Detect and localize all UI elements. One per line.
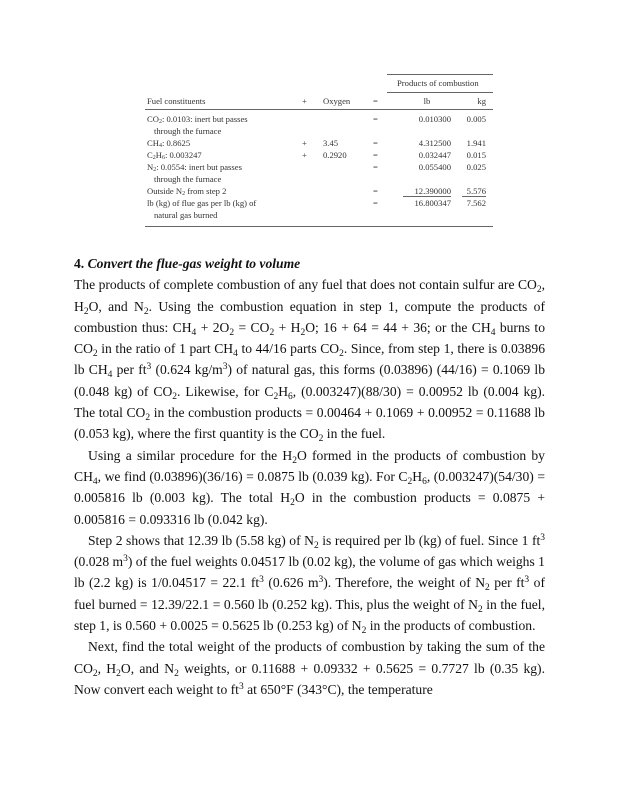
table-bottom-rule (145, 226, 493, 227)
table-row-label: $CH_4$: 0.8625 (147, 138, 191, 149)
table-row-label: $N_2$: 0.0554: inert but passes (147, 162, 242, 173)
header-plus: + (302, 96, 307, 106)
table-row-label-cont: through the furnace (154, 174, 222, 184)
header-lb: lb (423, 96, 431, 106)
header-oxygen: Oxygen (323, 96, 351, 106)
table-row-label: $C_2H_6$: 0.003247 (147, 150, 202, 161)
group-rule (387, 92, 493, 93)
table-row-label-cont: through the furnace (154, 126, 222, 136)
table-cell-kg: 0.015 (466, 150, 486, 160)
header-fuel: Fuel constituents (147, 96, 206, 106)
table-cell-eq: = (373, 138, 378, 148)
table-cell-plus: + (302, 138, 307, 148)
header-eq: = (373, 96, 378, 106)
paragraph-3: Step 2 shows that 12.39 lb (5.58 kg) of $N_2$ is required per lb (kg) of fuel. Since 1 $ft^3$ (0.028 $m^3$) of the fuel weights 0.04517 lb (0.02 kg), the volume of gas which weighs 1 lb (2.2 kg) is 1/0.04517 = 22.1 $ft^3$ (0.626 $m^3$). Therefore, the weight of $N_2$ per $ft^3$ of fuel burned = 12.39/22.1 = 0.560 lb (0.252 kg). This, plus the weight of $N_2$ in the fuel, step 1, is 0.560 + 0.0025 = 0.5625 lb (0.253 kg) of $N_2$ in the products of combustion. (74, 532, 545, 637)
body-text (74, 253, 545, 700)
table-cell-kg: 0.005 (466, 114, 486, 124)
table-row-label: Outside $N_2$ from step 2 (147, 186, 227, 197)
table-cell-kg: 1.941 (466, 138, 486, 148)
table-cell-plus: + (302, 150, 307, 160)
subtotal-rule (403, 196, 451, 197)
table-cell-kg: 5.576 (466, 186, 486, 196)
table-cell-lb: 16.800347 (414, 198, 451, 208)
table-cell-eq: = (373, 114, 378, 124)
table-cell-lb: 0.010300 (418, 114, 451, 124)
section-title: Convert the flue-gas weight to volume (87, 256, 301, 271)
section-number: 4. (74, 256, 85, 271)
section-heading (74, 253, 545, 274)
table-cell-eq: = (373, 198, 378, 208)
paragraph-4: Next, find the total weight of the products of combustion by taking the sum of the $CO_2$, $H_2O$, and $N_2$ weights, or 0.11688 + 0.09332 + 0.5625 = 0.7727 lb (0.35 kg). Now convert each weight to $ft^3$ at 650°F (343°C), the temperature (74, 639, 545, 697)
table-cell-eq: = (373, 150, 378, 160)
table-cell-lb: 12.390000 (414, 186, 451, 196)
group-header: Products of combustion (397, 78, 479, 88)
table-cell-oxygen: 3.45 (323, 138, 339, 148)
table-cell-eq: = (373, 162, 378, 172)
table-cell-kg: 7.562 (466, 198, 486, 208)
table-top-rule (387, 74, 493, 75)
header-kg: kg (477, 96, 486, 106)
table-cell-eq: = (373, 186, 378, 196)
table-cell-kg: 0.025 (466, 162, 486, 172)
table-row-label-cont: natural gas burned (154, 210, 218, 220)
combustion-table (147, 0, 497, 230)
table-row-label: $CO_2$: 0.0103: inert but passes (147, 114, 248, 125)
table-cell-lb: 0.032447 (418, 150, 451, 160)
table-cell-oxygen: 0.2920 (323, 150, 347, 160)
table-cell-lb: 4.312500 (418, 138, 451, 148)
subtotal-rule (462, 196, 486, 197)
table-row-label: lb (kg) of flue gas per lb (kg) of (147, 198, 257, 208)
table-cell-lb: 0.055400 (418, 162, 451, 172)
header-rule (145, 109, 493, 110)
paragraph-2: Using a similar procedure for the $H_2O$ formed in the products of combustion by $CH_4$, we find (0.03896)(36/16) = 0.0875 lb (0.039 kg). For $C_2H_6$, (0.003247)(54/30) = 0.005816 lb (0.003 kg). The total $H_2O$ in the combustion products = 0.0875 + 0.005816 = 0.093316 lb (0.042 kg). (74, 447, 545, 527)
paragraph-1: The products of complete combustion of any fuel that does not contain sulfur are $CO_2$, $H_2O$, and $N_2$. Using the combustion equation in step 1, compute the products of combustion thus: $CH_4 + 2O_2 = CO_2 + H_2O$; 16 + 64 = 44 + 36; or the $CH_4$ burns to $CO_2$ in the ratio of 1 part $CH_4$ to 44/16 parts $CO_2$. Since, from step 1, there is 0.03896 lb $CH_4$ per $ft^3$ (0.624 $kg/m^3$) of natural gas, this forms (0.03896) (44/16) = 0.1069 lb (0.048 kg) of $CO_2$. Likewise, for $C_2H_6$, (0.003247)(88/30) = 0.00952 lb (0.004 kg). The total $CO_2$ in the combustion products = 0.00464 + 0.1069 + 0.00952 = 0.11688 lb (0.053 kg), where the first quantity is the $CO_2$ in the fuel. (74, 277, 545, 445)
